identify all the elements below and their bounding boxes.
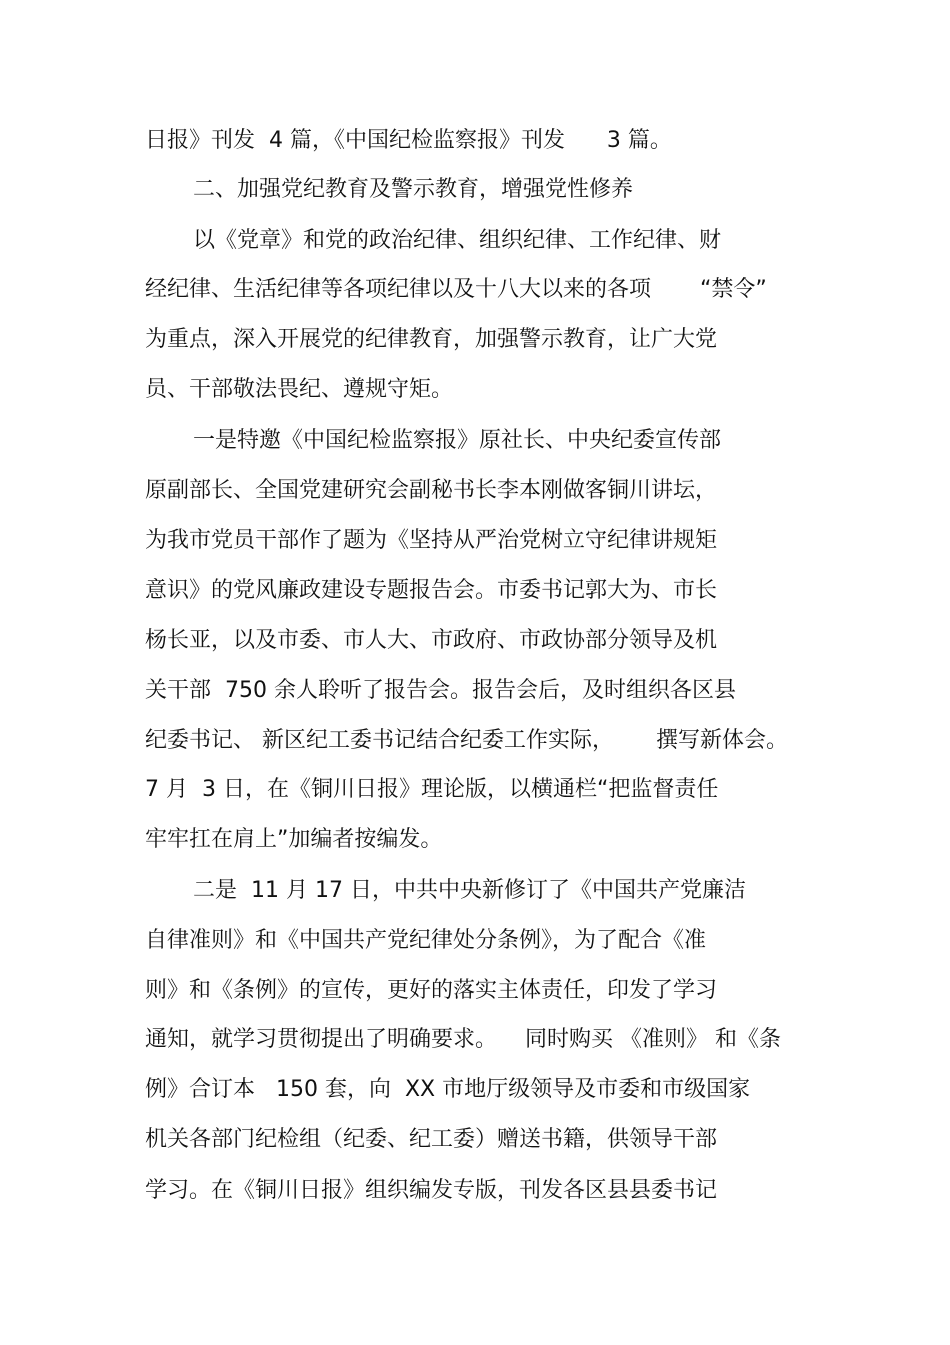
text-line: 机关各部门纪检组（纪委、纪工委）赠送书籍，供领导干部 (145, 1127, 718, 1152)
text-line: 员、干部敬法畏纪、遵规守矩。 (145, 377, 454, 402)
text-line: 自律准则》和《中国共产党纪律处分条例》，为了配合《准 (145, 928, 707, 953)
section-heading: 二、加强党纪教育及警示教育，增强党性修养 (193, 177, 634, 202)
text-line: 以《党章》和党的政治纪律、组织纪律、工作纪律、财 (193, 228, 722, 253)
text-line: 为重点，深入开展党的纪律教育，加强警示教育，让广大党 (145, 327, 718, 352)
text-line: 意识》的党风廉政建设专题报告会。市委书记郭大为、市长 (145, 578, 718, 603)
text-line: 通知，就学习贯彻提出了明确要求。 同时购买 《准则》 和《条 (145, 1027, 781, 1052)
text-line: 杨长亚，以及市委、市人大、市政府、市政协部分领导及机 (145, 628, 718, 653)
text-line: 关干部 750 余人聆听了报告会。报告会后，及时组织各区县 (145, 678, 736, 703)
text-line: 纪委书记、 新区纪工委书记结合纪委工作实际， 撰写新体会。 (145, 728, 788, 753)
text-line: 例》合订本 150 套，向 XX 市地厅级领导及市委和市级国家 (145, 1077, 751, 1102)
text-line: 原副部长、全国党建研究会副秘书长李本刚做客铜川讲坛， (145, 478, 718, 503)
text-line: 二是 11 月 17 日，中共中央新修订了《中国共产党廉洁 (193, 878, 746, 903)
text-line: 牢牢扛在肩上”加编者按编发。 (145, 827, 443, 852)
text-line: 则》和《条例》的宣传，更好的落实主体责任，印发了学习 (145, 978, 718, 1003)
text-line: 为我市党员干部作了题为《坚持从严治党树立守纪律讲规矩 (145, 528, 718, 553)
text-line: 学习。在《铜川日报》组织编发专版，刊发各区县县委书记 (145, 1178, 718, 1203)
text-line: 7 月 3 日，在《铜川日报》理论版，以横通栏“把监督责任 (145, 777, 719, 802)
text-line: 经纪律、生活纪律等各项纪律以及十八大以来的各项 “禁令” (145, 277, 767, 302)
text-line: 日报》刊发 4 篇，《中国纪检监察报》刊发 3 篇。 (145, 128, 672, 153)
text-line: 一是特邀《中国纪检监察报》原社长、中央纪委宣传部 (193, 428, 722, 453)
